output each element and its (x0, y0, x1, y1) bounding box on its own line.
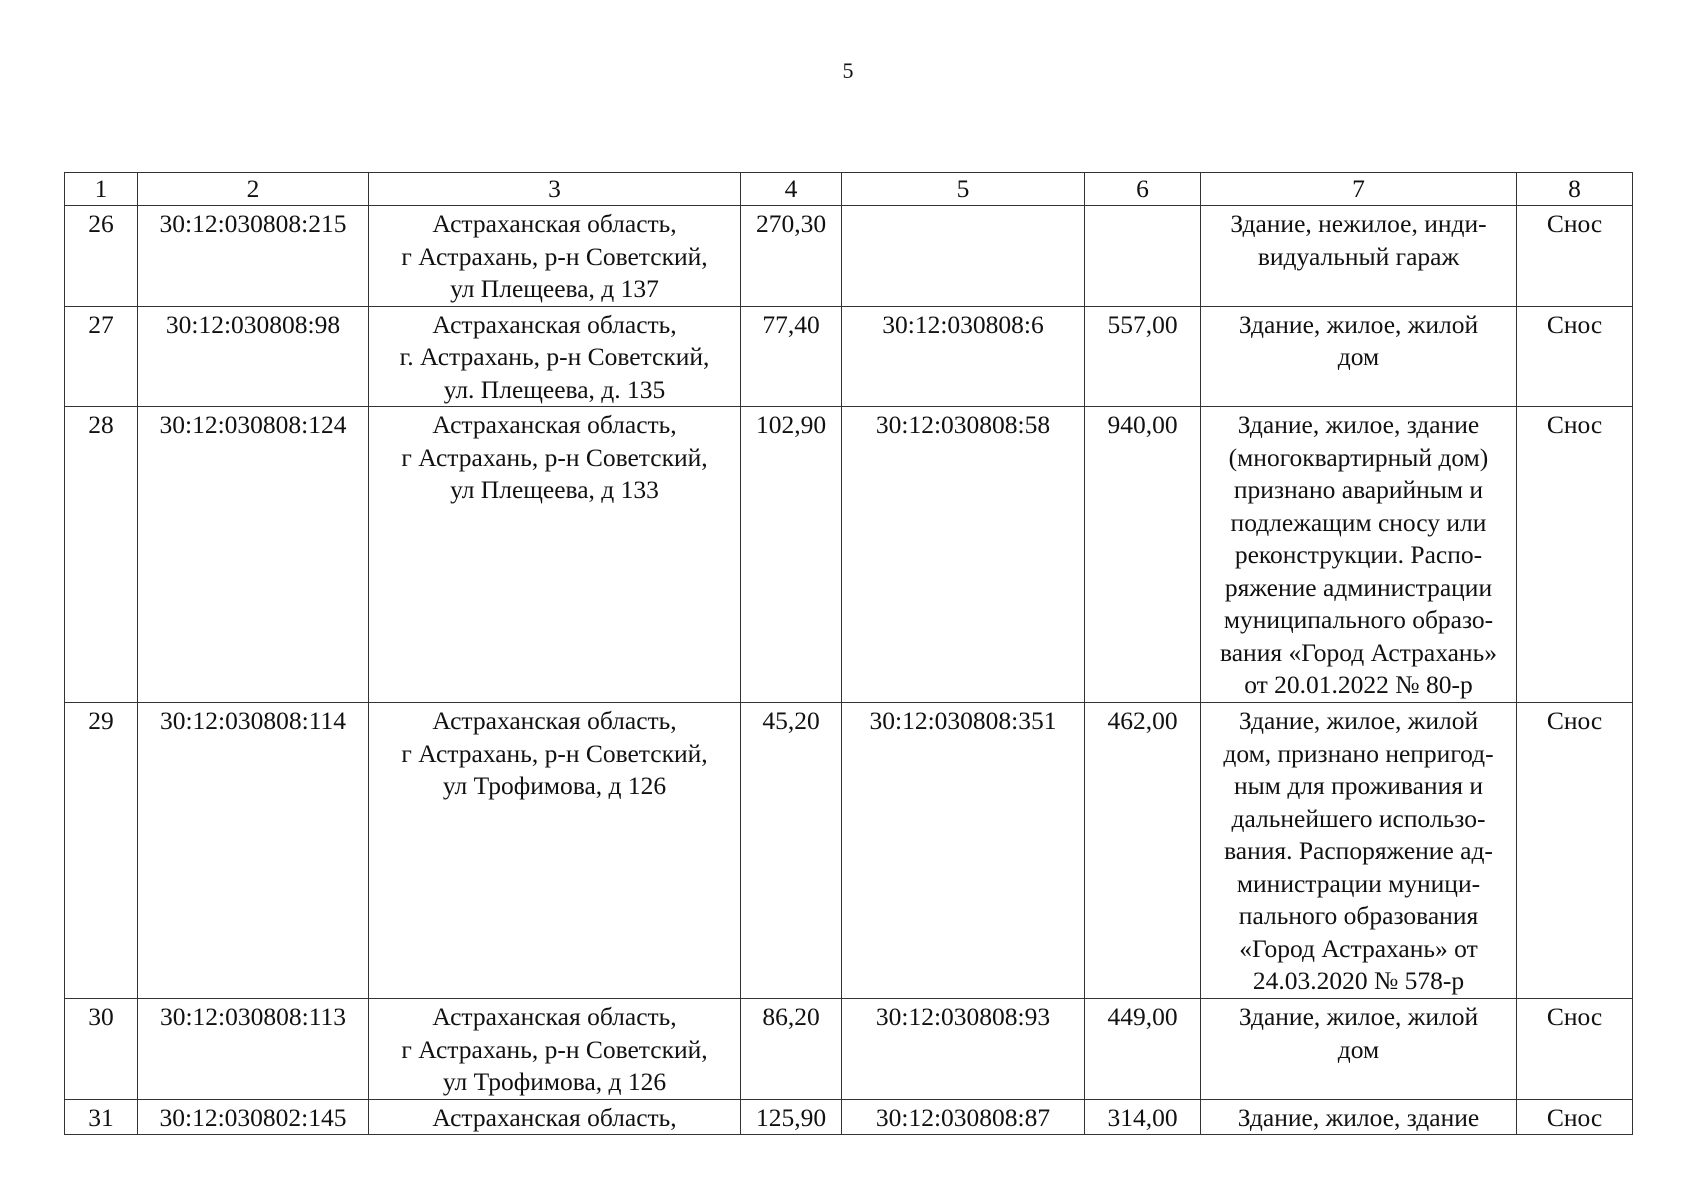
planned-action: Снос (1517, 206, 1633, 307)
cadastral-number: 30:12:030808:114 (138, 703, 369, 999)
land-area: 449,00 (1085, 999, 1201, 1100)
land-cadastral-number: 30:12:030808:93 (842, 999, 1085, 1100)
address: Астраханская область, г Астрахань, р-н Советский, ул Плещеева, д 133 (369, 407, 741, 703)
building-area: 86,20 (741, 999, 842, 1100)
object-description: Здание, жилое, жилой дом (1201, 306, 1517, 407)
land-area: 940,00 (1085, 407, 1201, 703)
table-row (65, 206, 1633, 307)
object-description: Здание, жилое, жилой дом (1201, 999, 1517, 1100)
planned-action: Снос (1517, 1099, 1633, 1135)
object-description: Здание, нежилое, инди- видуальный гараж (1201, 206, 1517, 307)
column-header: 7 (1201, 173, 1517, 206)
column-header: 8 (1517, 173, 1633, 206)
column-header: 2 (138, 173, 369, 206)
cadastral-number: 30:12:030802:145 (138, 1099, 369, 1135)
table-row (65, 999, 1633, 1100)
land-area: 557,00 (1085, 306, 1201, 407)
row-number: 27 (65, 306, 138, 407)
table-row (65, 703, 1633, 999)
column-header: 6 (1085, 173, 1201, 206)
building-area: 77,40 (741, 306, 842, 407)
planned-action: Снос (1517, 999, 1633, 1100)
address: Астраханская область, г Астрахань, р-н Советский, ул Плещеева, д 137 (369, 206, 741, 307)
land-area: 462,00 (1085, 703, 1201, 999)
table-row (65, 407, 1633, 703)
row-number: 26 (65, 206, 138, 307)
address: Астраханская область, г. Астрахань, р-н Советский, ул. Плещеева, д. 135 (369, 306, 741, 407)
address: Астраханская область, (369, 1099, 741, 1135)
land-cadastral-number: 30:12:030808:58 (842, 407, 1085, 703)
column-header: 5 (842, 173, 1085, 206)
table-row (65, 306, 1633, 407)
building-area: 45,20 (741, 703, 842, 999)
building-area: 270,30 (741, 206, 842, 307)
land-area: 314,00 (1085, 1099, 1201, 1135)
address: Астраханская область, г Астрахань, р-н Советский, ул Трофимова, д 126 (369, 703, 741, 999)
land-cadastral-number: 30:12:030808:351 (842, 703, 1085, 999)
table-row (65, 1099, 1633, 1135)
page-number: 5 (842, 58, 854, 83)
row-number: 30 (65, 999, 138, 1100)
cadastral-number: 30:12:030808:215 (138, 206, 369, 307)
land-cadastral-number: 30:12:030808:87 (842, 1099, 1085, 1135)
table-header-row (65, 173, 1633, 206)
cadastral-number: 30:12:030808:113 (138, 999, 369, 1100)
object-description: Здание, жилое, здание (1201, 1099, 1517, 1135)
building-area: 102,90 (741, 407, 842, 703)
land-cadastral-number: 30:12:030808:6 (842, 306, 1085, 407)
land-area (1085, 206, 1201, 307)
planned-action: Снос (1517, 703, 1633, 999)
row-number: 31 (65, 1099, 138, 1135)
building-area: 125,90 (741, 1099, 842, 1135)
column-header: 3 (369, 173, 741, 206)
column-header: 1 (65, 173, 138, 206)
object-description: Здание, жилое, жилой дом, признано непригод- ным для проживания и дальнейшего использо- вания. Распоряжение ад- министрации муници- пального образования «Город Астрахань» от 24.03.2020 № 578-р (1201, 703, 1517, 999)
cadastral-number: 30:12:030808:98 (138, 306, 369, 407)
row-number: 28 (65, 407, 138, 703)
property-table (64, 172, 1633, 1135)
address: Астраханская область, г Астрахань, р-н Советский, ул Трофимова, д 126 (369, 999, 741, 1100)
row-number: 29 (65, 703, 138, 999)
planned-action: Снос (1517, 407, 1633, 703)
column-header: 4 (741, 173, 842, 206)
object-description: Здание, жилое, здание (многоквартирный дом) признано аварийным и подлежащим сносу или реконструкции. Распо- ряжение администрации муниципального образо- вания «Город Астрахань» от 20.01.2022 № 80-р (1201, 407, 1517, 703)
land-cadastral-number (842, 206, 1085, 307)
planned-action: Снос (1517, 306, 1633, 407)
cadastral-number: 30:12:030808:124 (138, 407, 369, 703)
